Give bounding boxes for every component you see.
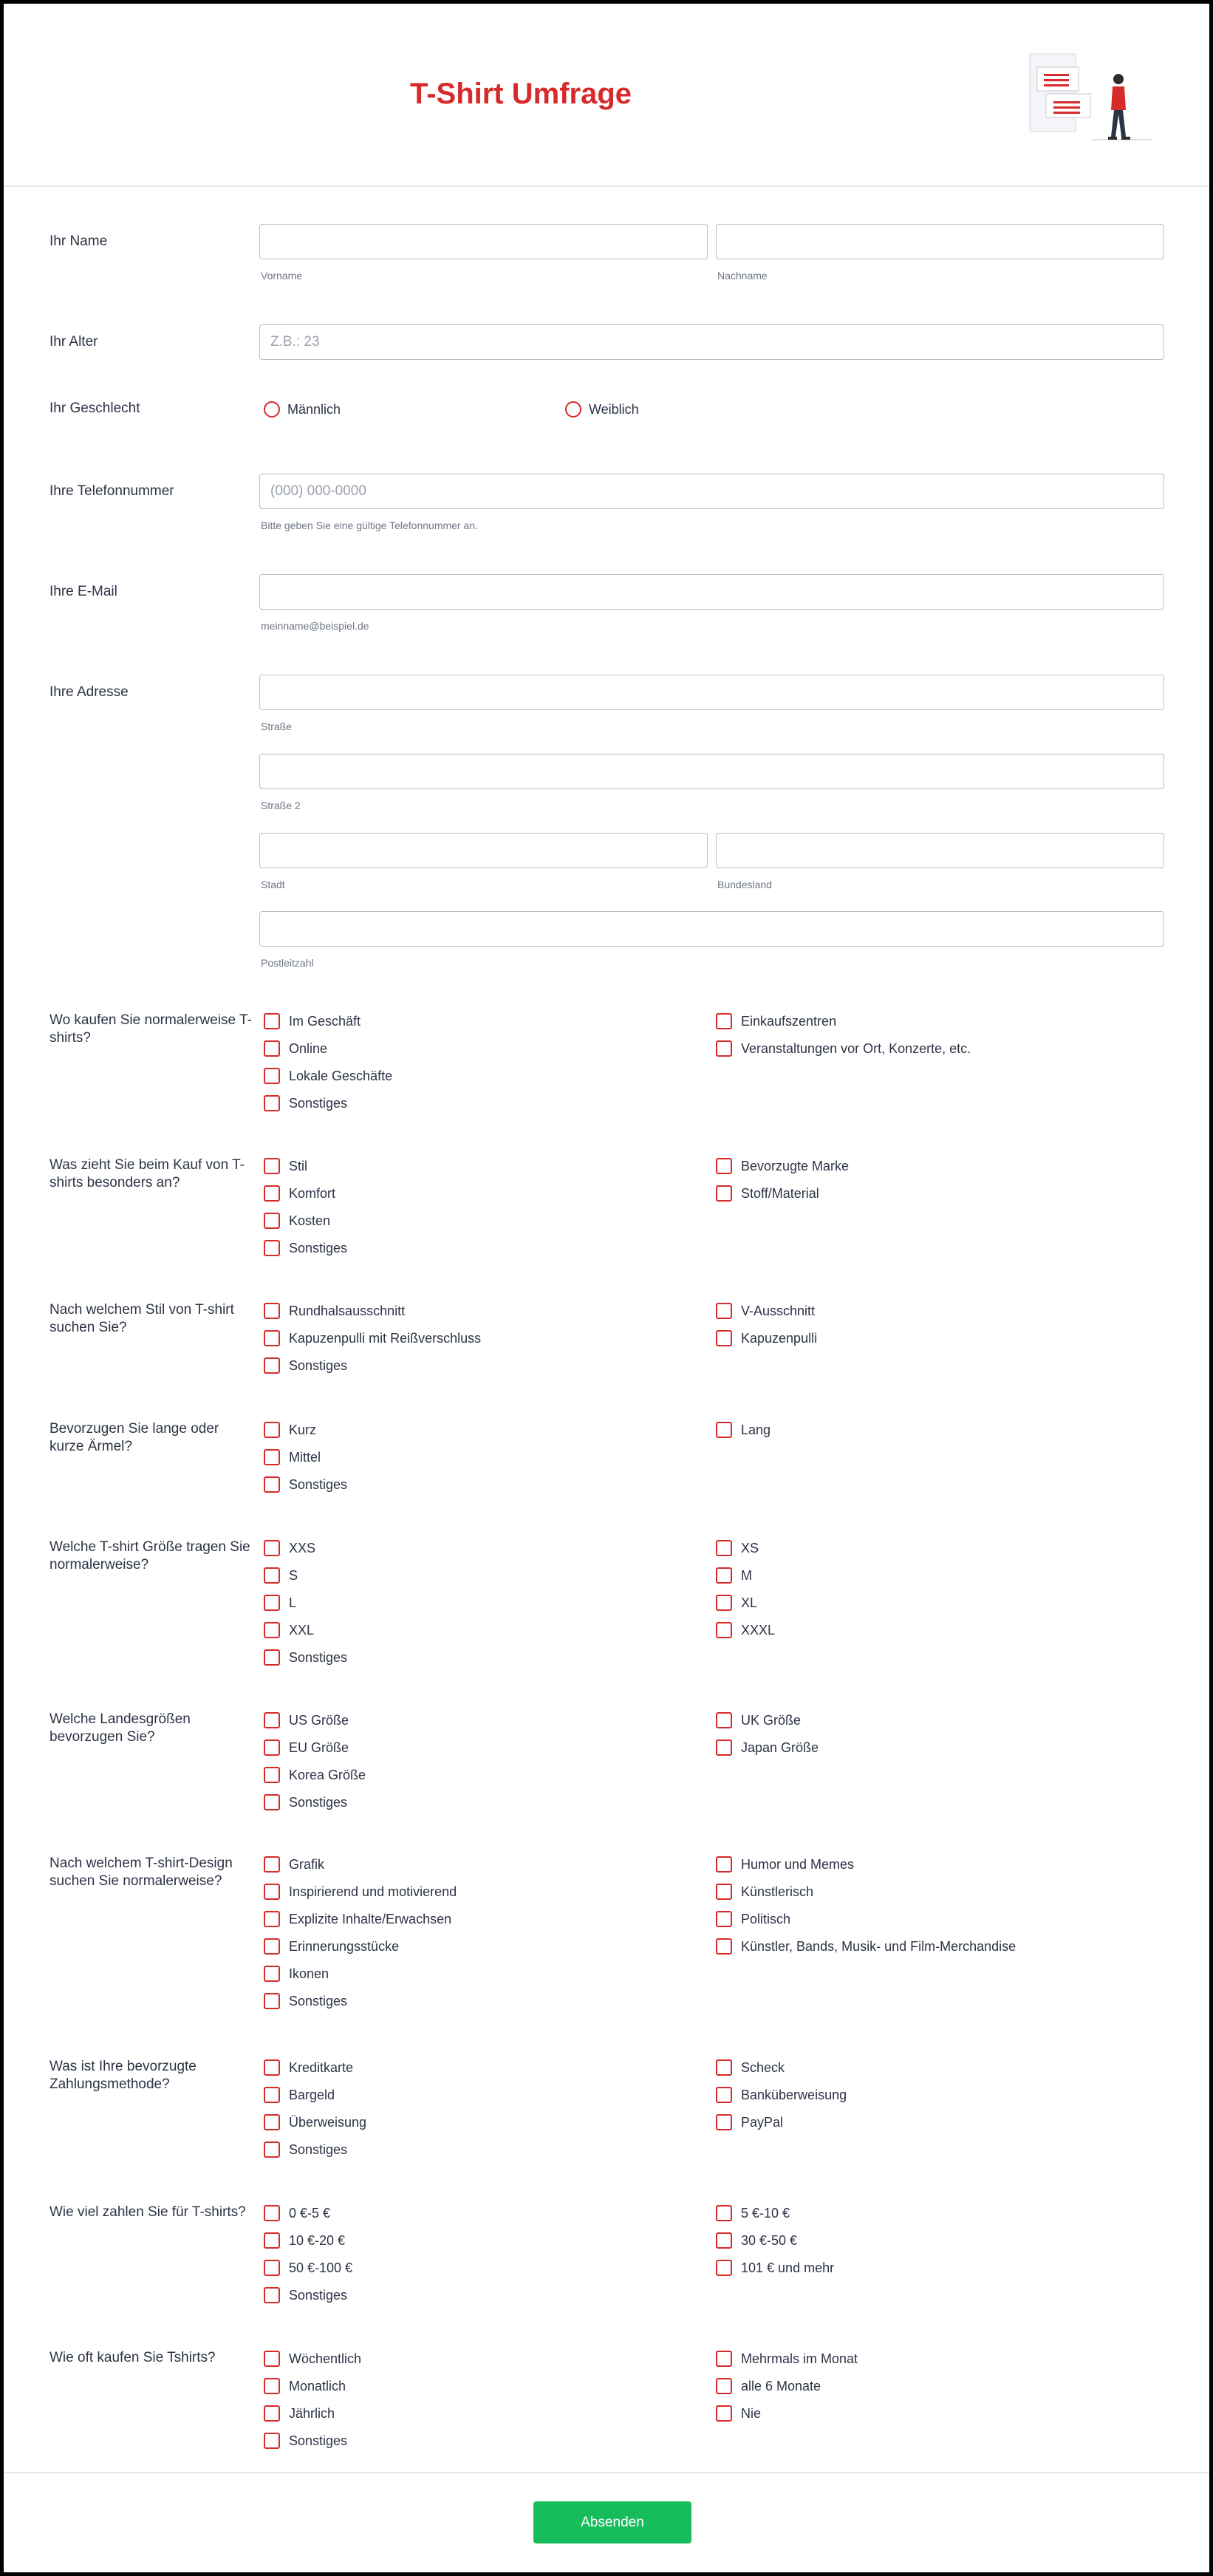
checkbox-option-label: 50 €-100 €: [289, 2260, 353, 2275]
checkbox-option[interactable]: [264, 1566, 298, 1585]
checkbox-icon[interactable]: [716, 1938, 732, 1955]
checkbox-icon[interactable]: [716, 2260, 732, 2276]
checkbox-option[interactable]: [264, 1909, 451, 1929]
gender-option-maennlich[interactable]: [264, 400, 341, 419]
checkbox-option[interactable]: [264, 2431, 347, 2450]
survey-illustration-icon: [1025, 50, 1158, 146]
street-input[interactable]: [259, 675, 1164, 710]
phone-hint: Bitte geben Sie eine gültige Telefonnummer an.: [261, 519, 478, 531]
gender-option-label: Weiblich: [589, 401, 639, 417]
checkbox-option-label: XXXL: [741, 1622, 776, 1638]
checkbox-option-label: XXS: [289, 1540, 316, 1556]
checkbox-option[interactable]: [716, 2258, 834, 2277]
checkbox-option[interactable]: [264, 2113, 366, 2132]
checkbox-icon[interactable]: [264, 2260, 280, 2276]
checkbox-icon[interactable]: [716, 1303, 732, 1319]
checkbox-icon[interactable]: [264, 1158, 280, 1174]
checkbox-icon[interactable]: [264, 1649, 280, 1666]
checkbox-option[interactable]: [264, 1539, 315, 1558]
checkbox-option[interactable]: [716, 2376, 821, 2396]
city-input[interactable]: [259, 833, 708, 868]
checkbox-icon[interactable]: [264, 1330, 280, 1346]
checkbox-icon[interactable]: [716, 2232, 732, 2249]
checkbox-option[interactable]: [264, 2404, 335, 2423]
age-label: Ihr Alter: [49, 334, 98, 350]
checkbox-option-label: Künstlerisch: [741, 1884, 814, 1899]
checkbox-icon[interactable]: [264, 1794, 280, 1810]
checkbox-option[interactable]: [264, 1211, 330, 1230]
checkbox-option[interactable]: [264, 2349, 361, 2368]
checkbox-option[interactable]: [716, 1184, 819, 1203]
checkbox-option-label: Erinnerungsstücke: [289, 1938, 400, 1954]
checkbox-option-label: 101 € und mehr: [741, 2260, 835, 2275]
checkbox-option-label: 30 €-50 €: [741, 2232, 798, 2248]
question-label: Wo kaufen Sie normalerweise T-shirts?: [49, 1012, 252, 1046]
checkbox-icon[interactable]: [264, 1966, 280, 1982]
checkbox-option[interactable]: [716, 2085, 847, 2105]
checkbox-icon[interactable]: [716, 1595, 732, 1611]
checkbox-option-label: Sonstiges: [289, 1095, 348, 1111]
checkbox-icon[interactable]: [716, 1884, 732, 1900]
checkbox-icon[interactable]: [264, 1938, 280, 1955]
checkbox-option-label: Nie: [741, 2405, 762, 2421]
checkbox-option[interactable]: [716, 1329, 817, 1348]
checkbox-option-label: S: [289, 1567, 298, 1583]
checkbox-option[interactable]: [264, 2231, 345, 2250]
checkbox-option[interactable]: [716, 1909, 790, 1929]
checkbox-option[interactable]: [716, 1711, 801, 1730]
checkbox-icon[interactable]: [264, 2351, 280, 2367]
checkbox-icon[interactable]: [716, 1013, 732, 1029]
checkbox-option[interactable]: [264, 1937, 399, 1956]
checkbox-option-label: L: [289, 1595, 297, 1610]
first-name-sublabel: Vorname: [261, 270, 303, 282]
checkbox-option[interactable]: [264, 1882, 457, 1901]
checkbox-option-label: Kreditkarte: [289, 2059, 354, 2075]
email-label: Ihre E-Mail: [49, 584, 117, 599]
checkbox-icon[interactable]: [716, 2059, 732, 2076]
checkbox-option-label: Japan Größe: [741, 1740, 819, 1755]
checkbox-option-label: EU Größe: [289, 1740, 349, 1755]
checkbox-icon[interactable]: [716, 1158, 732, 1174]
checkbox-icon[interactable]: [264, 2114, 280, 2130]
checkbox-option-label: Überweisung: [289, 2114, 367, 2130]
gender-option-weiblich[interactable]: [565, 400, 639, 419]
checkbox-option-label: Im Geschäft: [289, 1013, 361, 1029]
checkbox-option-label: Stoff/Material: [741, 1185, 819, 1201]
checkbox-option-label: Sonstiges: [289, 1357, 348, 1373]
checkbox-icon[interactable]: [716, 1622, 732, 1638]
checkbox-option-label: Einkaufszentren: [741, 1013, 837, 1029]
checkbox-option[interactable]: [716, 1039, 971, 1058]
question-label: Bevorzugen Sie lange oder kurze Ärmel?: [49, 1421, 219, 1454]
last-name-input[interactable]: [716, 224, 1164, 259]
checkbox-option[interactable]: [716, 1621, 775, 1640]
checkbox-icon[interactable]: [264, 2059, 280, 2076]
checkbox-option[interactable]: [264, 1475, 347, 1494]
checkbox-option-label: Stil: [289, 1158, 308, 1173]
checkbox-option[interactable]: [264, 2376, 346, 2396]
city-sublabel: Stadt: [261, 879, 285, 890]
checkbox-option-label: Sonstiges: [289, 1476, 348, 1492]
checkbox-option-label: Ikonen: [289, 1966, 329, 1981]
checkbox-option[interactable]: [264, 1066, 392, 1086]
checkbox-option[interactable]: [716, 1566, 752, 1585]
form-header: [4, 4, 1209, 187]
phone-input[interactable]: [259, 474, 1164, 509]
checkbox-option[interactable]: [264, 2085, 335, 2105]
checkbox-icon[interactable]: [264, 2287, 280, 2303]
name-label: Ihr Name: [49, 234, 108, 249]
checkbox-option-label: Mehrmals im Monat: [741, 2351, 858, 2366]
question-label: Nach welchem T-shirt-Design suchen Sie normalerweise?: [49, 1856, 233, 1889]
street2-sublabel: Straße 2: [261, 800, 301, 811]
checkbox-icon[interactable]: [264, 1303, 280, 1319]
checkbox-option-label: Veranstaltungen vor Ort, Konzerte, etc.: [741, 1040, 971, 1056]
checkbox-icon[interactable]: [264, 1013, 280, 1029]
checkbox-option[interactable]: [716, 2231, 797, 2250]
checkbox-option-label: UK Größe: [741, 1712, 802, 1728]
checkbox-option-label: PayPal: [741, 2114, 784, 2130]
checkbox-icon[interactable]: [716, 2351, 732, 2367]
state-sublabel: Bundesland: [717, 879, 772, 890]
checkbox-option-label: Bargeld: [289, 2087, 335, 2102]
question-label: Wie oft kaufen Sie Tshirts?: [49, 2350, 216, 2365]
checkbox-option-label: Lokale Geschäfte: [289, 1068, 393, 1083]
checkbox-option[interactable]: [716, 1855, 854, 1874]
form-footer: [4, 2472, 1209, 2575]
checkbox-option[interactable]: [264, 2204, 330, 2223]
checkbox-option-label: US Größe: [289, 1712, 349, 1728]
checkbox-icon[interactable]: [716, 1740, 732, 1756]
checkbox-icon[interactable]: [264, 2378, 280, 2394]
checkbox-icon[interactable]: [264, 1622, 280, 1638]
checkbox-icon[interactable]: [264, 2232, 280, 2249]
checkbox-icon[interactable]: [264, 2205, 280, 2221]
phone-label: Ihre Telefonnummer: [49, 483, 174, 499]
checkbox-icon[interactable]: [264, 2141, 280, 2158]
checkbox-option[interactable]: [264, 2058, 353, 2077]
checkbox-option[interactable]: [264, 1094, 347, 1113]
checkbox-icon[interactable]: [264, 1213, 280, 1229]
radio-icon[interactable]: [565, 401, 581, 418]
checkbox-option-label: Monatlich: [289, 2378, 346, 2393]
checkbox-option[interactable]: [264, 1301, 405, 1321]
checkbox-option[interactable]: [716, 1539, 759, 1558]
question-label: Welche T-shirt Größe tragen Sie normalerweise?: [49, 1539, 250, 1572]
question-label: Nach welchem Stil von T-shirt suchen Sie?: [49, 1302, 234, 1335]
checkbox-icon[interactable]: [264, 1993, 280, 2009]
checkbox-option-label: Online: [289, 1040, 328, 1056]
checkbox-option[interactable]: [716, 1012, 836, 1031]
checkbox-option[interactable]: [716, 2058, 785, 2077]
checkbox-option[interactable]: [264, 1238, 347, 1258]
checkbox-option-label: Kapuzenpulli mit Reißverschluss: [289, 1330, 482, 1346]
checkbox-icon[interactable]: [264, 1540, 280, 1556]
checkbox-icon[interactable]: [716, 1567, 732, 1584]
checkbox-option-label: Banküberweisung: [741, 2087, 847, 2102]
checkbox-option-label: V-Ausschnitt: [741, 1303, 816, 1318]
checkbox-option-label: Kurz: [289, 1422, 317, 1437]
zip-input[interactable]: [259, 911, 1164, 947]
checkbox-option[interactable]: [264, 1420, 316, 1439]
checkbox-option[interactable]: [264, 1991, 347, 2011]
checkbox-option[interactable]: [716, 1738, 819, 1757]
checkbox-option[interactable]: [264, 1448, 321, 1467]
checkbox-option-label: Bevorzugte Marke: [741, 1158, 850, 1173]
checkbox-option-label: Scheck: [741, 2059, 785, 2075]
last-name-sublabel: Nachname: [717, 270, 768, 282]
checkbox-option-label: Humor und Memes: [741, 1856, 855, 1872]
checkbox-icon[interactable]: [264, 1856, 280, 1873]
checkbox-option-label: XXL: [289, 1622, 315, 1638]
checkbox-option[interactable]: [264, 2140, 347, 2159]
checkbox-option-label: 10 €-20 €: [289, 2232, 346, 2248]
question-label: Wie viel zahlen Sie für T-shirts?: [49, 2204, 246, 2220]
checkbox-option-label: Sonstiges: [289, 1993, 348, 2008]
checkbox-icon[interactable]: [716, 1422, 732, 1438]
email-hint: meinname@beispiel.de: [261, 620, 369, 632]
checkbox-icon[interactable]: [264, 1185, 280, 1202]
checkbox-option-label: Sonstiges: [289, 1794, 348, 1810]
checkbox-icon[interactable]: [264, 1595, 280, 1611]
checkbox-option-label: Rundhalsausschnitt: [289, 1303, 406, 1318]
checkbox-option[interactable]: [264, 1012, 361, 1031]
checkbox-icon[interactable]: [264, 1911, 280, 1927]
checkbox-option-label: XS: [741, 1540, 759, 1556]
first-name-input[interactable]: [259, 224, 708, 259]
checkbox-icon[interactable]: [716, 1185, 732, 1202]
checkbox-option-label: Korea Größe: [289, 1767, 366, 1782]
gender-option-label: Männlich: [287, 401, 341, 417]
address-label: Ihre Adresse: [49, 684, 129, 700]
checkbox-option[interactable]: [264, 1184, 335, 1203]
checkbox-option[interactable]: [264, 1593, 296, 1612]
age-input[interactable]: [259, 324, 1164, 360]
checkbox-icon[interactable]: [716, 1712, 732, 1728]
checkbox-option[interactable]: [264, 1156, 307, 1176]
checkbox-icon[interactable]: [264, 1040, 280, 1057]
street-sublabel: Straße: [261, 720, 293, 732]
checkbox-icon[interactable]: [716, 1911, 732, 1927]
checkbox-option-label: Grafik: [289, 1856, 325, 1872]
checkbox-icon[interactable]: [264, 1767, 280, 1783]
checkbox-option[interactable]: [716, 1301, 815, 1321]
checkbox-option-label: Kapuzenpulli: [741, 1330, 818, 1346]
checkbox-option[interactable]: [716, 1156, 849, 1176]
checkbox-icon[interactable]: [716, 1540, 732, 1556]
checkbox-option[interactable]: [716, 2113, 783, 2132]
checkbox-option[interactable]: [716, 1882, 813, 1901]
checkbox-option-label: alle 6 Monate: [741, 2378, 821, 2393]
checkbox-option-label: Kosten: [289, 1213, 331, 1228]
checkbox-option-label: Inspirierend und motivierend: [289, 1884, 457, 1899]
question-label: Welche Landesgrößen bevorzugen Sie?: [49, 1711, 191, 1745]
checkbox-icon[interactable]: [264, 1712, 280, 1728]
checkbox-icon[interactable]: [264, 1884, 280, 1900]
checkbox-icon[interactable]: [716, 1330, 732, 1346]
checkbox-option[interactable]: [264, 1765, 366, 1785]
submit-button[interactable]: Absenden: [533, 2501, 691, 2543]
checkbox-icon[interactable]: [264, 2087, 280, 2103]
checkbox-icon[interactable]: [716, 1856, 732, 1873]
checkbox-icon[interactable]: [716, 2114, 732, 2130]
checkbox-icon[interactable]: [264, 1357, 280, 1374]
question-label: Was zieht Sie beim Kauf von T-shirts besonders an?: [49, 1157, 245, 1190]
checkbox-icon[interactable]: [264, 1476, 280, 1493]
checkbox-icon[interactable]: [716, 2205, 732, 2221]
checkbox-icon[interactable]: [264, 2405, 280, 2422]
checkbox-option-label: Explizite Inhalte/Erwachsen: [289, 1911, 452, 1926]
street2-input[interactable]: [259, 754, 1164, 789]
checkbox-option[interactable]: [264, 1329, 481, 1348]
checkbox-option-label: 0 €-5 €: [289, 2205, 331, 2221]
checkbox-icon[interactable]: [264, 1095, 280, 1111]
checkbox-option-label: Sonstiges: [289, 2433, 348, 2448]
checkbox-option[interactable]: [264, 1621, 314, 1640]
checkbox-option[interactable]: [264, 1738, 349, 1757]
checkbox-option[interactable]: [716, 1593, 757, 1612]
checkbox-icon[interactable]: [264, 1567, 280, 1584]
checkbox-option[interactable]: [264, 2258, 352, 2277]
checkbox-option[interactable]: [716, 2204, 790, 2223]
checkbox-option[interactable]: [264, 1711, 349, 1730]
question-label: Was ist Ihre bevorzugte Zahlungsmethode?: [49, 2059, 197, 2092]
checkbox-icon[interactable]: [264, 1449, 280, 1465]
checkbox-option[interactable]: [716, 1420, 770, 1439]
checkbox-option[interactable]: [264, 1356, 347, 1375]
checkbox-option-label: Sonstiges: [289, 2141, 348, 2157]
checkbox-option-label: M: [741, 1567, 752, 1583]
checkbox-option[interactable]: [264, 1793, 347, 1812]
checkbox-option-label: Sonstiges: [289, 2287, 348, 2303]
checkbox-option-label: 5 €-10 €: [741, 2205, 790, 2221]
gender-label: Ihr Geschlecht: [49, 401, 140, 416]
checkbox-option-label: Jährlich: [289, 2405, 335, 2421]
checkbox-option-label: Künstler, Bands, Musik- und Film-Merchandise: [741, 1938, 1016, 1954]
checkbox-icon[interactable]: [716, 2405, 732, 2422]
checkbox-icon[interactable]: [716, 2087, 732, 2103]
checkbox-option-label: XL: [741, 1595, 758, 1610]
radio-icon[interactable]: [264, 401, 280, 418]
checkbox-option-label: Sonstiges: [289, 1649, 348, 1665]
checkbox-option-label: Politisch: [741, 1911, 791, 1926]
zip-sublabel: Postleitzahl: [261, 957, 314, 969]
checkbox-option-label: Lang: [741, 1422, 771, 1437]
checkbox-option-label: Wöchentlich: [289, 2351, 362, 2366]
checkbox-option[interactable]: [716, 2404, 761, 2423]
checkbox-icon[interactable]: [264, 2433, 280, 2449]
checkbox-option[interactable]: [264, 2286, 347, 2305]
checkbox-option[interactable]: [264, 1039, 327, 1058]
checkbox-icon[interactable]: [264, 1740, 280, 1756]
checkbox-option-label: Mittel: [289, 1449, 321, 1465]
checkbox-option-label: Sonstiges: [289, 1240, 348, 1255]
checkbox-option-label: Komfort: [289, 1185, 336, 1201]
checkbox-option[interactable]: [264, 1648, 347, 1667]
checkbox-option[interactable]: [264, 1964, 329, 1983]
form-title: T-Shirt Umfrage: [409, 78, 632, 110]
checkbox-icon[interactable]: [264, 1422, 280, 1438]
checkbox-option[interactable]: [716, 2349, 858, 2368]
checkbox-icon[interactable]: [264, 1068, 280, 1084]
checkbox-icon[interactable]: [716, 1040, 732, 1057]
email-input[interactable]: [259, 574, 1164, 610]
checkbox-option[interactable]: [716, 1937, 1016, 1956]
state-input[interactable]: [716, 833, 1164, 868]
checkbox-icon[interactable]: [264, 1240, 280, 1256]
checkbox-option[interactable]: [264, 1855, 324, 1874]
checkbox-icon[interactable]: [716, 2378, 732, 2394]
